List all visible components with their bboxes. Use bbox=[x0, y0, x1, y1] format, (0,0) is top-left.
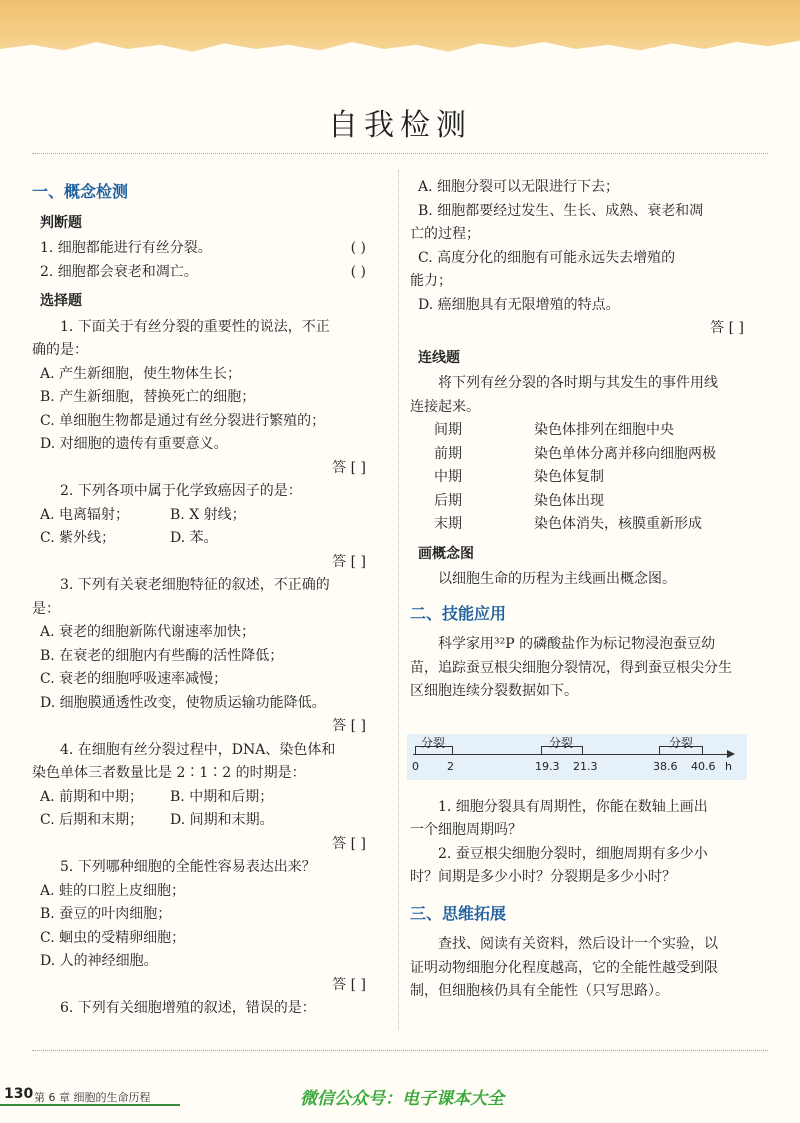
match-row: 前期 染色单体分离并移向细胞两极 bbox=[434, 445, 716, 462]
option: A. 蛙的口腔上皮细胞； bbox=[40, 882, 186, 899]
option-row: C. 后期和末期； D. 间期和末期。 bbox=[40, 812, 274, 828]
link-intro: 将下列有丝分裂的各时期与其发生的事件用线 bbox=[438, 375, 718, 391]
option-row: A. 电离辐射； B. X 射线； bbox=[40, 506, 246, 523]
page-number: 130 bbox=[4, 1086, 34, 1102]
option: C. 单细胞生物都是通过有丝分裂进行繁殖的； bbox=[40, 412, 326, 429]
think-paragraph-cont: 制，但细胞核仍具有全能性（只写思路）。 bbox=[410, 983, 669, 999]
section-heading-skill: 二、技能应用 bbox=[410, 603, 507, 623]
question-1-stem: 1. 下面关于有丝分裂的重要性的说法，不正 bbox=[60, 318, 330, 335]
answer-bracket: 答 [ ] bbox=[332, 553, 366, 570]
skill-paragraph: 科学家用³²P 的磷酸盐作为标记物浸泡蚕豆幼 bbox=[438, 636, 716, 652]
section-heading-think: 三、思维拓展 bbox=[410, 903, 507, 923]
watermark-text: 微信公众号：电子课本大全 bbox=[300, 1089, 504, 1109]
torn-paper-header bbox=[0, 0, 800, 70]
match-row: 中期 染色体复制 bbox=[434, 469, 604, 485]
division-label: 分裂 bbox=[549, 736, 574, 750]
match-row: 后期 染色体出现 bbox=[434, 492, 604, 509]
option: D. 人的神经细胞。 bbox=[40, 953, 158, 969]
answer-bracket: 答 [ ] bbox=[710, 320, 744, 336]
question-5-stem: 5. 下列哪种细胞的全能性容易表达出来？ bbox=[60, 859, 316, 875]
judge-item-2: 2. 细胞都会衰老和凋亡。 ( ) bbox=[32, 261, 372, 285]
tick-label: 2 bbox=[447, 760, 454, 773]
match-row: 间期 染色体排列在细胞中央 bbox=[434, 422, 674, 438]
option: B. 在衰老的细胞内有些酶的活性降低； bbox=[40, 647, 284, 664]
option: A. 细胞分裂可以无限进行下去； bbox=[418, 179, 620, 195]
question-1-stem-cont: 确的是： bbox=[32, 342, 88, 358]
skill-question-1: 1. 细胞分裂具有周期性，你能在数轴上画出 bbox=[438, 798, 708, 815]
chapter-label: 第 6 章 细胞的生命历程 bbox=[34, 1091, 151, 1104]
concept-heading: 画概念图 bbox=[418, 545, 474, 562]
column-divider bbox=[398, 170, 399, 1030]
question-2-stem: 2. 下列各项中属于化学致癌因子的是： bbox=[60, 483, 302, 499]
match-row: 末期 染色体消失，核膜重新形成 bbox=[434, 516, 702, 532]
question-4-stem: 4. 在细胞有丝分裂过程中，DNA、染色体和 bbox=[60, 741, 336, 758]
option: D. 对细胞的遗传有重要意义。 bbox=[40, 436, 228, 452]
think-paragraph-cont: 证明动物细胞分化程度越高，它的全能性越受到限 bbox=[410, 959, 718, 976]
judge-heading: 判断题 bbox=[40, 214, 82, 231]
tick-label: 19.3 bbox=[535, 760, 560, 773]
axis-arrow-icon bbox=[727, 750, 735, 758]
skill-question-2: 2. 蚕豆根尖细胞分裂时，细胞周期有多少小 bbox=[438, 845, 708, 862]
answer-paren: ( ) bbox=[350, 263, 366, 280]
skill-paragraph-cont: 区细胞连续分裂数据如下。 bbox=[410, 683, 578, 699]
option: B. 产生新细胞，替换死亡的细胞； bbox=[40, 389, 256, 405]
question-3-stem-cont: 是： bbox=[32, 600, 60, 617]
answer-bracket: 答 [ ] bbox=[332, 718, 366, 734]
tick-label: h bbox=[725, 760, 732, 773]
option: D. 癌细胞具有无限增殖的特点。 bbox=[418, 296, 620, 313]
skill-question-2-cont: 时？间期是多少小时？分裂期是多少小时？ bbox=[410, 869, 676, 885]
link-intro-cont: 连接起来。 bbox=[410, 398, 480, 415]
skill-question-1-cont: 一个细胞周期吗？ bbox=[410, 822, 522, 838]
option: C. 衰老的细胞呼吸速率减慢； bbox=[40, 671, 228, 687]
choice-heading: 选择题 bbox=[40, 293, 82, 309]
tick-label: 40.6 bbox=[691, 760, 716, 773]
option-row: C. 紫外线； D. 苯。 bbox=[40, 530, 218, 546]
divider-bottom bbox=[32, 1050, 768, 1051]
tick-label: 21.3 bbox=[573, 760, 598, 773]
option-cont: 能力； bbox=[410, 273, 452, 289]
question-6-stem: 6. 下列有关细胞增殖的叙述，错误的是： bbox=[60, 1000, 316, 1016]
right-column bbox=[410, 176, 750, 1004]
footer-green-line bbox=[0, 1104, 180, 1106]
skill-paragraph-cont: 苗，追踪蚕豆根尖细胞分裂情况，得到蚕豆根尖分生 bbox=[410, 659, 732, 676]
link-heading: 连线题 bbox=[418, 349, 460, 366]
option: A. 衰老的细胞新陈代谢速率加快； bbox=[40, 624, 256, 640]
option: A. 产生新细胞，使生物体生长； bbox=[40, 365, 242, 382]
section-heading-concept: 一、概念检测 bbox=[32, 182, 129, 201]
judge-item-1: 1. 细胞都能进行有丝分裂。 ( ) bbox=[32, 237, 372, 261]
option: B. 蚕豆的叶肉细胞； bbox=[40, 906, 172, 922]
option: C. 蛔虫的受精卵细胞； bbox=[40, 929, 186, 946]
division-label: 分裂 bbox=[669, 736, 694, 750]
option: C. 高度分化的细胞有可能永远失去增殖的 bbox=[418, 249, 676, 266]
divider-top bbox=[32, 153, 768, 154]
answer-bracket: 答 [ ] bbox=[332, 976, 366, 993]
page-title: 自我检测 bbox=[328, 108, 472, 143]
option-row: A. 前期和中期； B. 中期和后期； bbox=[40, 788, 274, 805]
option: D. 细胞膜通透性改变，使物质运输功能降低。 bbox=[40, 694, 326, 711]
division-label: 分裂 bbox=[421, 736, 446, 750]
option: B. 细胞都要经过发生、生长、成熟、衰老和凋 bbox=[418, 202, 704, 219]
answer-bracket: 答 [ ] bbox=[332, 459, 366, 476]
left-column bbox=[32, 176, 372, 1021]
answer-bracket: 答 [ ] bbox=[332, 835, 366, 852]
question-4-stem-cont: 染色单体三者数量比是 2∶1∶2 的时期是： bbox=[32, 765, 306, 781]
answer-paren: ( ) bbox=[350, 240, 366, 256]
tick-label: 38.6 bbox=[653, 760, 678, 773]
option-cont: 亡的过程； bbox=[410, 226, 480, 242]
cell-division-timeline bbox=[407, 734, 747, 780]
question-3-stem: 3. 下列有关衰老细胞特征的叙述，不正确的 bbox=[60, 577, 330, 593]
concept-text: 以细胞生命的历程为主线画出概念图。 bbox=[438, 571, 676, 587]
think-paragraph: 查找、阅读有关资料，然后设计一个实验，以 bbox=[438, 936, 718, 952]
tick-label: 0 bbox=[412, 760, 419, 773]
